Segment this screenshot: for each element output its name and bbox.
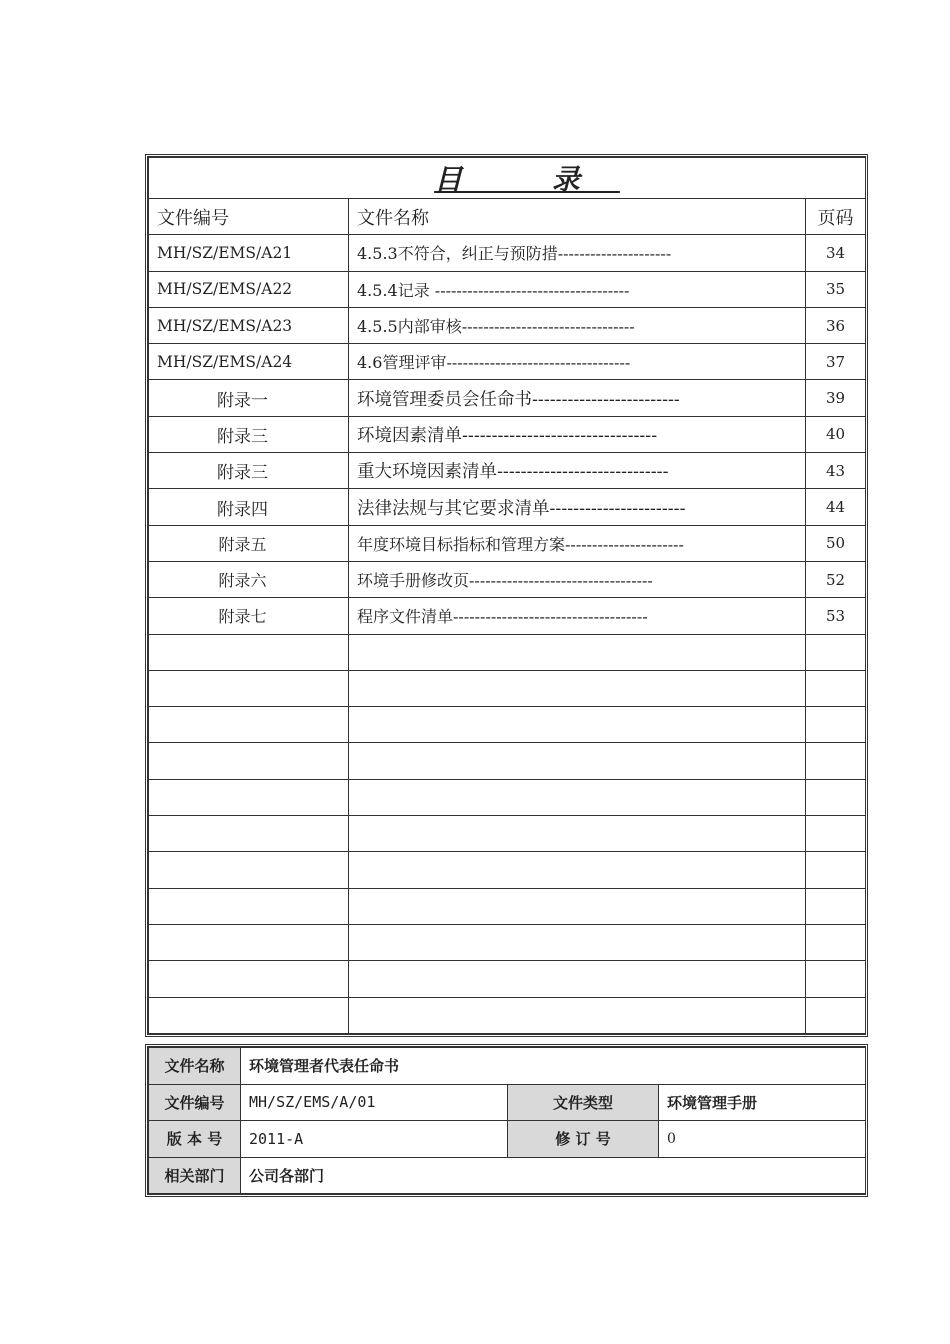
toc-title: 目 录	[149, 158, 866, 199]
doc-name-label: 文件名称	[149, 1048, 241, 1085]
header-page: 页码	[806, 199, 866, 235]
table-row	[149, 561, 866, 597]
dept-value: 公司各部门	[241, 1157, 866, 1194]
row-name: 法律法规与其它要求清单-----------------------	[349, 489, 806, 525]
revision-value: 0	[659, 1121, 866, 1158]
row-name: 环境手册修改页----------------------------------	[349, 561, 806, 597]
empty-row	[149, 961, 866, 997]
doc-code-label: 文件编号	[149, 1084, 241, 1121]
header-code: 文件编号	[149, 199, 349, 235]
row-page: 53	[806, 598, 866, 634]
empty-row	[149, 816, 866, 852]
table-row	[149, 489, 866, 525]
table-row	[149, 235, 866, 271]
table-row	[149, 525, 866, 561]
row-page: 35	[806, 271, 866, 307]
table-row	[149, 453, 866, 489]
doc-name-value: 环境管理者代表任命书	[241, 1048, 866, 1085]
row-name: 环境管理委员会任命书-------------------------	[349, 380, 806, 416]
row-page: 43	[806, 453, 866, 489]
table-of-contents	[145, 154, 868, 1037]
document-info-table	[145, 1044, 868, 1197]
row-code: MH/SZ/EMS/A23	[149, 307, 349, 343]
row-page: 36	[806, 307, 866, 343]
table-row	[149, 598, 866, 634]
row-code: MH/SZ/EMS/A22	[149, 271, 349, 307]
dept-label: 相关部门	[149, 1157, 241, 1194]
row-name: 4.5.5内部审核--------------------------------	[349, 307, 806, 343]
empty-row	[149, 743, 866, 779]
row-page: 44	[806, 489, 866, 525]
row-code: MH/SZ/EMS/A24	[149, 344, 349, 380]
row-code: 附录一	[149, 380, 349, 416]
empty-row	[149, 670, 866, 706]
empty-row	[149, 997, 866, 1033]
header-name: 文件名称	[349, 199, 806, 235]
row-code: 附录三	[149, 416, 349, 452]
version-label: 版 本 号	[149, 1121, 241, 1158]
row-page: 39	[806, 380, 866, 416]
table-row	[149, 271, 866, 307]
row-page: 50	[806, 525, 866, 561]
empty-row	[149, 852, 866, 888]
row-page: 34	[806, 235, 866, 271]
version-value: 2011-A	[241, 1121, 508, 1158]
row-name: 程序文件清单------------------------------------	[349, 598, 806, 634]
row-page: 52	[806, 561, 866, 597]
row-code: 附录五	[149, 525, 349, 561]
row-name: 环境因素清单---------------------------------	[349, 416, 806, 452]
row-code: MH/SZ/EMS/A21	[149, 235, 349, 271]
empty-row	[149, 634, 866, 670]
row-page: 37	[806, 344, 866, 380]
revision-label: 修 订 号	[508, 1121, 659, 1158]
row-code: 附录三	[149, 453, 349, 489]
doc-type-label: 文件类型	[508, 1084, 659, 1121]
doc-type-value: 环境管理手册	[659, 1084, 866, 1121]
row-code: 附录七	[149, 598, 349, 634]
doc-code-value: MH/SZ/EMS/A/01	[241, 1084, 508, 1121]
row-name: 4.5.4记录 ------------------------------------	[349, 271, 806, 307]
row-name: 4.6管理评审----------------------------------	[349, 344, 806, 380]
row-name: 年度环境目标指标和管理方案----------------------	[349, 525, 806, 561]
empty-row	[149, 924, 866, 960]
table-row	[149, 380, 866, 416]
row-code: 附录四	[149, 489, 349, 525]
table-row	[149, 307, 866, 343]
table-row	[149, 416, 866, 452]
row-name: 重大环境因素清单-----------------------------	[349, 453, 806, 489]
row-code: 附录六	[149, 561, 349, 597]
row-page: 40	[806, 416, 866, 452]
empty-row	[149, 707, 866, 743]
empty-row	[149, 888, 866, 924]
table-row	[149, 344, 866, 380]
row-name: 4.5.3不符合，纠正与预防措---------------------	[349, 235, 806, 271]
empty-row	[149, 779, 866, 815]
